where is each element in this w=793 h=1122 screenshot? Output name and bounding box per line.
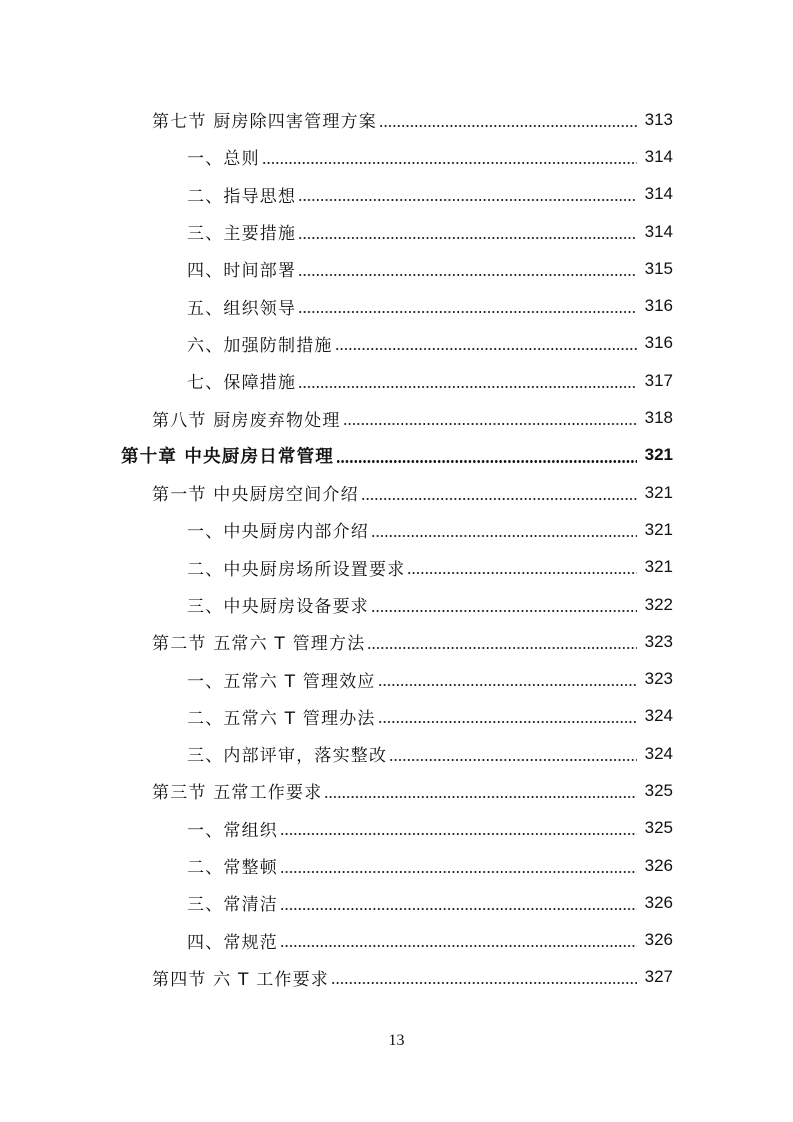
toc-entry-page: 314	[644, 146, 673, 166]
toc-entry[interactable]	[0, 474, 793, 511]
toc-leader-dots	[324, 796, 637, 798]
toc-entry-page: 315	[644, 258, 673, 278]
toc-entry[interactable]	[0, 138, 793, 175]
toc-entry-title: 第十章 中央厨房日常管理	[121, 446, 334, 467]
toc-entry-page: 317	[644, 370, 673, 390]
toc-entry-page: 314	[644, 221, 673, 241]
toc-leader-dots	[407, 572, 637, 574]
toc-leader-dots	[371, 535, 637, 537]
toc-entry[interactable]	[0, 176, 793, 213]
toc-entry[interactable]	[0, 399, 793, 436]
toc-entry-title: 第二节 五常六 T 管理方法	[152, 634, 366, 655]
toc-leader-dots	[298, 274, 637, 276]
toc-entry-page: 326	[644, 930, 673, 950]
toc-leader-dots	[343, 423, 637, 425]
toc-entry-page: 313	[644, 109, 673, 129]
toc-entry[interactable]	[0, 213, 793, 250]
toc-entry[interactable]	[0, 810, 793, 847]
toc-leader-dots	[389, 759, 637, 761]
toc-entry-title: 三、常清洁	[187, 895, 278, 916]
toc-leader-dots	[298, 237, 637, 239]
table-of-contents	[0, 101, 793, 996]
toc-leader-dots	[378, 721, 637, 723]
toc-entry-title: 三、主要措施	[187, 224, 297, 245]
toc-leader-dots	[371, 610, 637, 612]
toc-entry[interactable]	[0, 698, 793, 735]
toc-leader-dots	[298, 199, 637, 201]
toc-entry-page: 326	[644, 855, 673, 875]
toc-entry[interactable]	[0, 549, 793, 586]
toc-entry-title: 二、指导思想	[187, 186, 297, 207]
toc-entry-page: 324	[644, 706, 673, 726]
toc-leader-dots	[280, 945, 637, 947]
toc-entry-title: 四、时间部署	[187, 261, 297, 282]
toc-entry-title: 二、常整顿	[187, 858, 278, 879]
toc-entry-page: 325	[644, 818, 673, 838]
toc-entry-page: 321	[644, 557, 673, 577]
toc-entry[interactable]	[0, 325, 793, 362]
toc-entry[interactable]	[0, 847, 793, 884]
toc-leader-dots	[336, 460, 637, 463]
toc-entry-page: 318	[644, 408, 673, 428]
toc-entry[interactable]	[0, 922, 793, 959]
toc-entry[interactable]	[0, 362, 793, 399]
toc-leader-dots	[379, 125, 637, 127]
toc-entry-title: 第七节 厨房除四害管理方案	[152, 112, 378, 133]
toc-entry-page: 323	[644, 669, 673, 689]
toc-entry-title: 一、总则	[187, 149, 260, 170]
toc-entry-title: 一、常组织	[187, 820, 278, 841]
toc-entry-page: 316	[644, 333, 673, 353]
toc-entry[interactable]	[0, 250, 793, 287]
toc-entry-title: 二、五常六 T 管理办法	[187, 708, 376, 729]
toc-entry-title: 五、组织领导	[187, 298, 297, 319]
toc-entry[interactable]	[0, 735, 793, 772]
toc-entry[interactable]	[0, 959, 793, 996]
toc-entry-title: 四、常规范	[187, 932, 278, 953]
toc-leader-dots	[280, 908, 637, 910]
toc-entry-title: 三、内部评审，落实整改	[187, 746, 388, 767]
toc-leader-dots	[331, 982, 637, 984]
toc-entry-page: 327	[644, 967, 673, 987]
toc-leader-dots	[335, 348, 637, 350]
toc-entry-page: 324	[644, 743, 673, 763]
toc-entry-title: 第一节 中央厨房空间介绍	[152, 485, 359, 506]
toc-entry-page: 321	[644, 445, 673, 465]
toc-entry-page: 321	[644, 482, 673, 502]
toc-entry-title: 七、保障措施	[187, 373, 297, 394]
toc-entry-page: 316	[644, 296, 673, 316]
toc-leader-dots	[280, 833, 637, 835]
toc-entry[interactable]	[0, 511, 793, 548]
toc-entry[interactable]	[0, 772, 793, 809]
toc-entry-page: 321	[644, 519, 673, 539]
toc-entry[interactable]	[0, 287, 793, 324]
toc-leader-dots	[367, 647, 637, 649]
toc-entry-title: 二、中央厨房场所设置要求	[187, 559, 406, 580]
toc-entry[interactable]	[0, 884, 793, 921]
toc-entry-title: 第三节 五常工作要求	[152, 783, 323, 804]
toc-entry-title: 六、加强防制措施	[187, 335, 333, 356]
toc-leader-dots	[298, 386, 637, 388]
toc-entry-title: 第四节 六 T 工作要求	[152, 969, 329, 990]
toc-entry-page: 325	[644, 780, 673, 800]
toc-leader-dots	[262, 162, 637, 164]
toc-leader-dots	[298, 311, 637, 313]
toc-leader-dots	[361, 498, 637, 500]
toc-entry[interactable]	[0, 623, 793, 660]
toc-entry[interactable]	[0, 660, 793, 697]
page-number: 13	[388, 1032, 405, 1049]
toc-entry-page: 326	[644, 892, 673, 912]
toc-leader-dots	[280, 871, 637, 873]
toc-chapter-entry[interactable]	[0, 437, 793, 474]
toc-entry-page: 322	[644, 594, 673, 614]
toc-entry[interactable]	[0, 586, 793, 623]
toc-entry-page: 314	[644, 184, 673, 204]
toc-entry-title: 一、五常六 T 管理效应	[187, 671, 376, 692]
toc-entry-title: 一、中央厨房内部介绍	[187, 522, 369, 543]
toc-leader-dots	[378, 684, 637, 686]
toc-entry-title: 三、中央厨房设备要求	[187, 597, 369, 617]
toc-entry[interactable]	[0, 101, 793, 138]
toc-entry-page: 323	[644, 631, 673, 651]
toc-entry-title: 第八节 厨房废弃物处理	[152, 410, 341, 431]
